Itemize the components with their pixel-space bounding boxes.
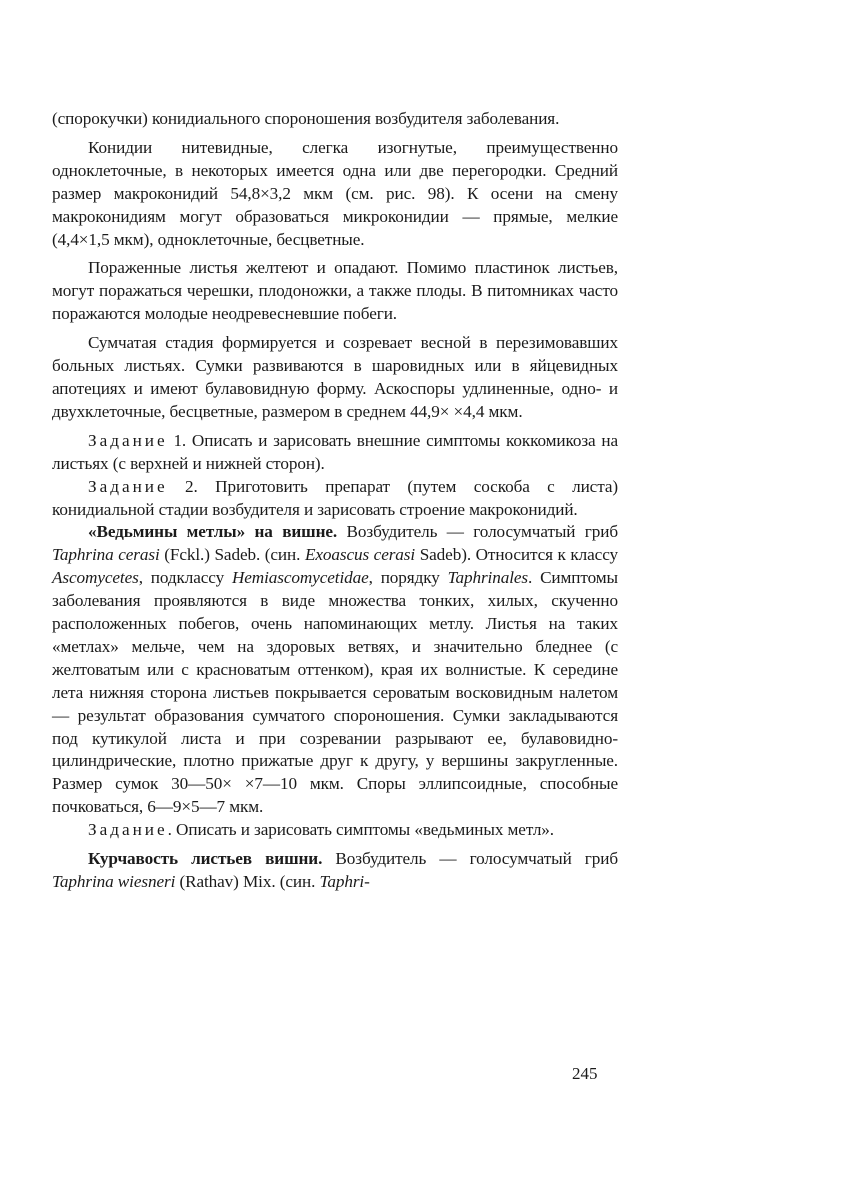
section-text: Возбудитель — голосумчатый гриб (322, 849, 618, 869)
species-name: Exoascus cerasi (304, 545, 416, 565)
paragraph-text: Конидии нитевидные, слегка изогнутые, преимущественно одноклеточные, в некоторых имеется одна или две перегородки. Средний размер макроконидий 54,8×3,2 мкм (см. рис. 98). К осени на смену макроконидиям могут образоваться микроконидии — прямые, мелкие (4,4×1,5 мкм), одноклеточные, бесцветные. (52, 137, 618, 249)
page-number: 245 (572, 1064, 598, 1083)
page-body (52, 108, 618, 894)
section-text: (Fckl.) Sadeb. (син. (159, 545, 305, 565)
section-leaf-curl (52, 848, 618, 894)
task-text: 1. Описать и зарисовать внешние симптомы коккомикоза на листьях (с верхней и нижней сторон). (52, 430, 618, 473)
section-text: , порядку (368, 568, 448, 588)
section-text: , подклассу (138, 568, 232, 588)
species-name: Taphrina wiesneri (52, 872, 176, 891)
section-heading: Курчавость листьев вишни. (88, 849, 323, 869)
taxon-name: Hemiascomycetidae (231, 568, 369, 588)
section-text: Sadeb). Относится к классу (415, 545, 619, 565)
task-label: Задание (88, 820, 168, 840)
section-heading: «Ведьмины метлы» на вишне. (88, 522, 338, 542)
section-text: . Симптомы заболевания проявляются в виде множества тонких, хилых, скученно расположенных побегов, очень напоминающих метлу. Листья на таких «метлах» мельче, чем на здоровых ветвях, и значительно бледнее (с желтоватым или с красноватым оттенком), края их волнистые. К середине лета нижняя сторона листьев покрывается сероватым восковидным налетом — результат образования сумчатого спороношения. Сумки закладываются под кутикулой листа и при созревании разрывают ее, булавовидно-цилиндрические, плотно прижатые друг к другу, у вершины закругленные. Размер сумок 30—50× ×7—10 мкм. Споры эллипсоидные, способные почковаться, 6—9×5—7 мкм. (52, 568, 618, 817)
paragraph-conidia (52, 137, 618, 252)
task-text: . Описать и зарисовать симптомы «ведьминых метл». (167, 820, 554, 840)
species-name: Taphrina cerasi (52, 545, 160, 565)
taxon-name: Ascomycetes (52, 568, 139, 588)
section-text: Возбудитель — голосумчатый гриб (337, 522, 618, 542)
paragraph-affected-leaves (52, 257, 618, 326)
paragraph-text: (спорокучки) конидиального спороношения возбудителя заболевания. (52, 109, 560, 128)
section-witches-broom (52, 521, 618, 819)
task-1 (52, 430, 618, 476)
species-name: Taphri- (319, 872, 370, 891)
paragraph-ascus-stage (52, 332, 618, 424)
task-witches-broom (52, 819, 618, 842)
task-text: 2. Приготовить препарат (путем соскоба с листа) конидиальной стадии возбудителя и зарисовать строение макроконидий. (52, 476, 618, 519)
taxon-name: Taphrinales (447, 568, 529, 588)
paragraph-text: Сумчатая стадия формируется и созревает весной в перезимовавших больных листьях. Сумки развиваются в шаровидных или в яйцевидных апотециях и имеют булавовидную форму. Аскоспоры удлиненные, одно- и двухклеточные, бесцветные, размером в среднем 44,9× ×4,4 мкм. (52, 333, 618, 421)
task-2 (52, 476, 618, 522)
task-label: Задание (88, 476, 168, 496)
section-text: (Rathav) Mix. (син. (175, 872, 320, 891)
task-label: Задание (88, 430, 168, 450)
paragraph-continuation (52, 108, 618, 131)
paragraph-text: Пораженные листья желтеют и опадают. Помимо пластинок листьев, могут поражаться черешки, плодоножки, а также плоды. В питомниках часто поражаются молодые неодревесневшие побеги. (52, 258, 618, 324)
